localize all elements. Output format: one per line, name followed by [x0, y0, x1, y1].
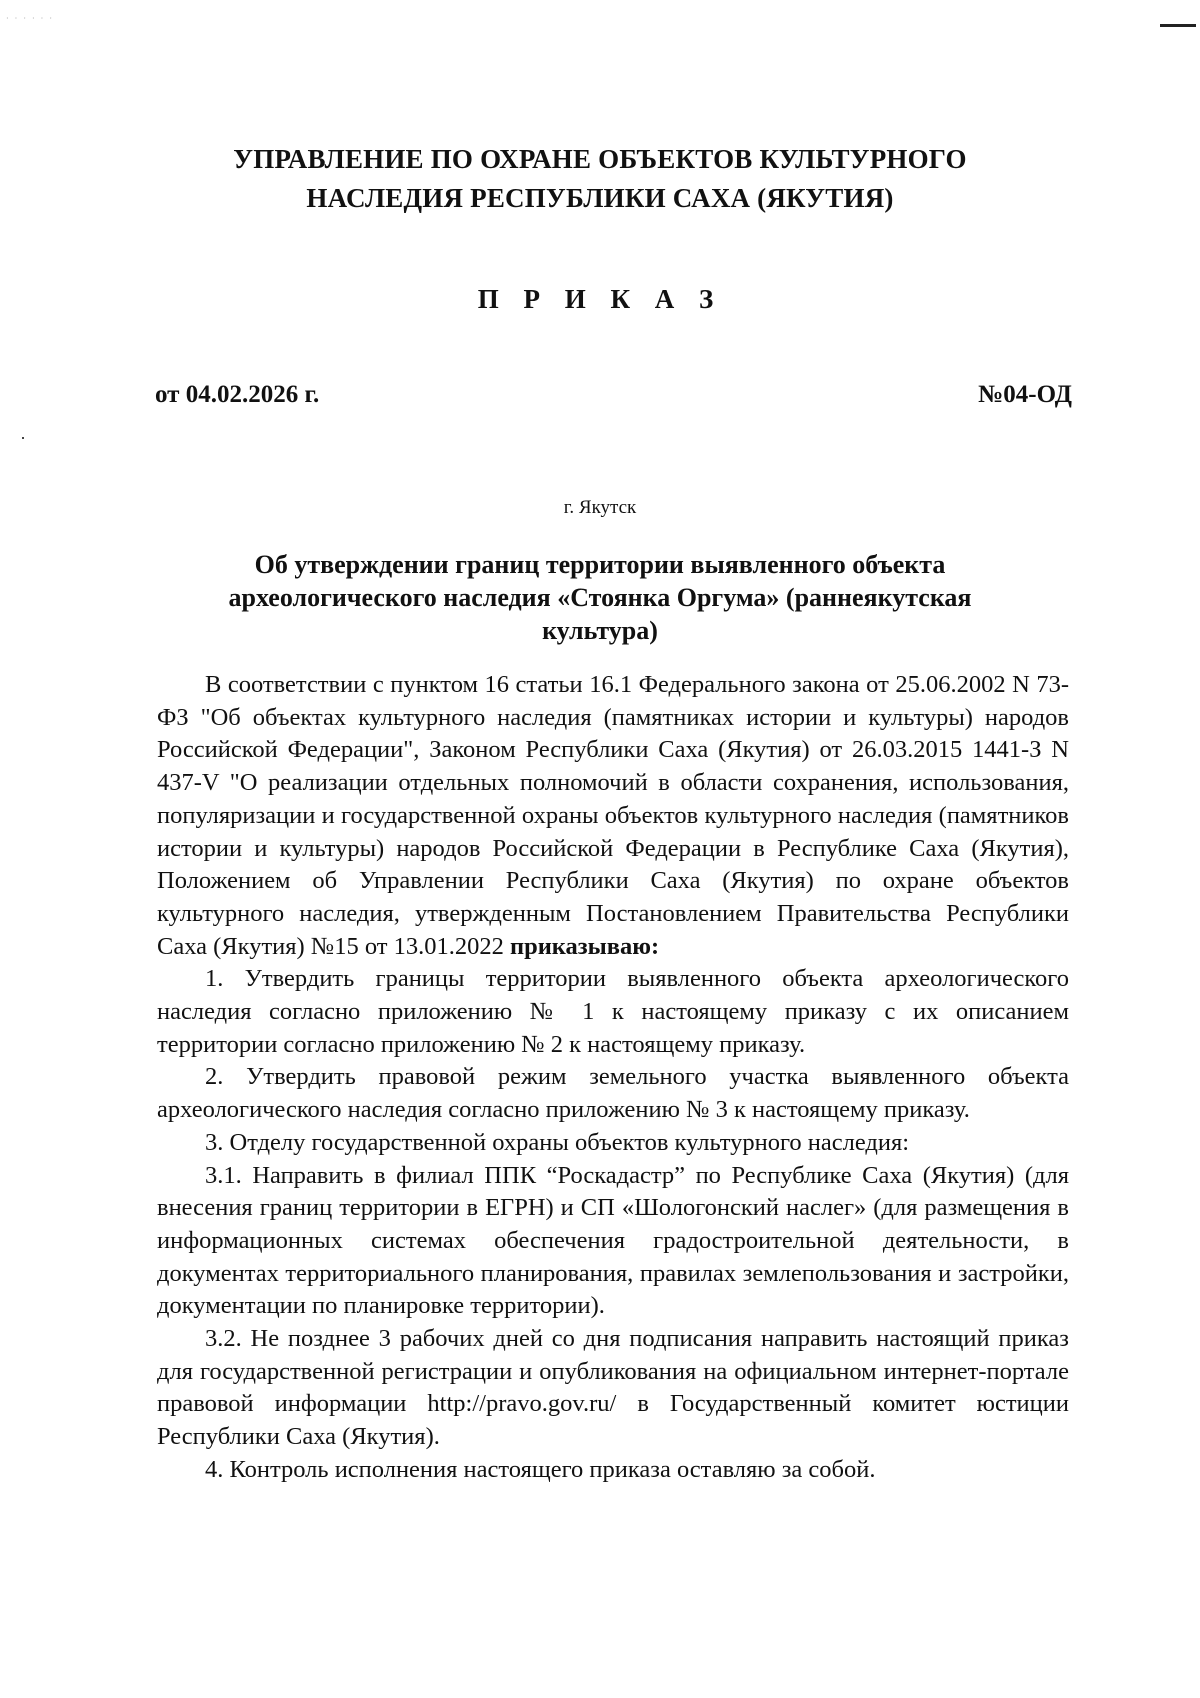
org-line-2: НАСЛЕДИЯ РЕСПУБЛИКИ САХА (ЯКУТИЯ) [306, 183, 894, 213]
document-type: П Р И К А З [477, 284, 723, 314]
order-item: 3.2. Не позднее 3 рабочих дней со дня подписания направить настоящий приказ для государственной регистрации и опубликования на официальном интернет-портале правовой информации http://pravo.gov.ru/ в Государственный комитет юстиции Республики Саха (Якутия). [157, 1325, 1069, 1451]
order-subject: Об утверждении границ территории выявленного объекта археологического наследия «Стоянка Оргума» (раннеякутская культура) [228, 550, 972, 645]
scan-speck [22, 437, 24, 439]
order-date: от 04.02.2026 г. [155, 381, 320, 408]
order-item: 3.1. Направить в филиал ППК “Роскадастр” по Республике Саха (Якутия) (для внесения границ территории в ЕГРН) и СП «Шологонский наслег» (для размещения в информационных системах обеспечения градостроительной деятельности, в документах территориального планирования, правилах землепользования и застройки, документации по планировке территории). [157, 1161, 1069, 1320]
date-number-line [155, 381, 1072, 409]
scan-mark [1160, 24, 1196, 27]
order-number: №04-ОД [978, 381, 1072, 408]
order-item: 3. Отделу государственной охраны объектов культурного наследия: [205, 1128, 910, 1156]
preamble-text: В соответствии с пунктом 16 статьи 16.1 Федерального закона от 25.06.2002 N 73-ФЗ "Об объектах культурного наследия (памятниках истории и культуры) народов Российской Федерации", Законом Республики Саха (Якутия) от 26.03.2015 1441-З N 437-V "О реализации отдельных полномочий в области сохранения, использования, популяризации и государственной охраны объектов культурного наследия (памятников истории и культуры) народов Российской Федерации в Республике Саха (Якутия), Положением об Управлении Республики Саха (Якутия) по охране объектов культурного наследия, утвержденным Постановлением Правительства Республики Саха (Якутия) №15 от 13.01.2022 [157, 671, 1069, 960]
city: г. Якутск [563, 497, 637, 518]
order-item: 4. Контроль исполнения настоящего приказа оставляю за собой. [205, 1455, 876, 1483]
org-line-1: УПРАВЛЕНИЕ ПО ОХРАНЕ ОБЪЕКТОВ КУЛЬТУРНОГО [233, 144, 967, 174]
order-item: 1. Утвердить границы территории выявленного объекта археологического наследия согласно приложению № 1 к настоящему приказу с их описанием территории согласно приложению № 2 к настоящему приказу. [157, 965, 1069, 1058]
order-item: 2. Утвердить правовой режим земельного участка выявленного объекта археологического наследия согласно приложению № 3 к настоящему приказу. [157, 1063, 1069, 1124]
scan-artifact: · · · · · · [6, 14, 54, 23]
order-verb: приказываю: [509, 932, 660, 960]
organization-name [160, 140, 1040, 218]
order-body [157, 669, 1069, 1487]
preamble-paragraph [157, 669, 1069, 963]
